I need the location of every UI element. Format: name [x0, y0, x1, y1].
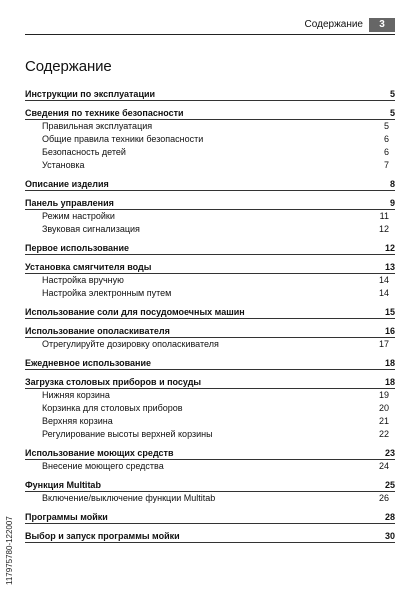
toc-section-row[interactable]: [25, 88, 395, 101]
toc-subsection-row[interactable]: [25, 159, 395, 172]
toc-section-row[interactable]: [25, 511, 395, 524]
document-code: 117975780-122007: [5, 516, 14, 585]
toc-entry-page: 18: [384, 377, 395, 387]
toc-entry-page: 19: [378, 390, 389, 400]
toc-entry-page: 30: [384, 531, 395, 541]
toc-entry-label: Настройка вручную: [42, 275, 124, 285]
toc-subsection-row[interactable]: [25, 133, 395, 146]
toc-entry-page: 13: [384, 262, 395, 272]
toc-subsection-row[interactable]: [25, 460, 395, 473]
toc-entry-page: 5: [389, 89, 395, 99]
toc-subsection-row[interactable]: [25, 415, 395, 428]
toc-entry-page: 15: [384, 307, 395, 317]
toc-entry-label: Первое использование: [25, 243, 130, 253]
toc-subsection-row[interactable]: [25, 402, 395, 415]
table-of-contents: [25, 88, 395, 543]
toc-entry-label: Безопасность детей: [42, 147, 126, 157]
toc-entry-label: Правильная эксплуатация: [42, 121, 153, 131]
toc-entry-page: 9: [389, 198, 395, 208]
toc-entry-label: Включение/выключение функции Multitab: [42, 493, 216, 503]
toc-subsection-row[interactable]: [25, 210, 395, 223]
toc-entry-page: 20: [378, 403, 389, 413]
toc-entry-page: 18: [384, 358, 395, 368]
toc-section-row[interactable]: [25, 325, 395, 338]
toc-section-row[interactable]: [25, 376, 395, 389]
toc-entry-label: Установка смягчителя воды: [25, 262, 152, 272]
toc-entry-label: Программы мойки: [25, 512, 108, 522]
toc-entry-label: Нижняя корзина: [42, 390, 110, 400]
toc-entry-label: Панель управления: [25, 198, 114, 208]
toc-section-row[interactable]: [25, 306, 395, 319]
toc-entry-page: 28: [384, 512, 395, 522]
toc-section-row[interactable]: [25, 197, 395, 210]
toc-section-row[interactable]: [25, 242, 395, 255]
toc-subsection-row[interactable]: [25, 338, 395, 351]
toc-section-row[interactable]: [25, 178, 395, 191]
toc-subsection-row[interactable]: [25, 389, 395, 402]
toc-entry-page: 26: [378, 493, 389, 503]
toc-entry-page: 11: [379, 211, 389, 221]
toc-entry-label: Внесение моющего средства: [42, 461, 164, 471]
toc-subsection-row[interactable]: [25, 274, 395, 287]
toc-section-row[interactable]: [25, 107, 395, 120]
toc-entry-page: 17: [378, 339, 389, 349]
toc-entry-label: Звуковая сигнализация: [42, 224, 140, 234]
toc-entry-label: Выбор и запуск программы мойки: [25, 531, 180, 541]
toc-section-row[interactable]: [25, 447, 395, 460]
toc-entry-page: 25: [384, 480, 395, 490]
toc-section-row[interactable]: [25, 530, 395, 543]
toc-entry-page: 5: [389, 108, 395, 118]
toc-entry-label: Режим настройки: [42, 211, 115, 221]
toc-subsection-row[interactable]: [25, 287, 395, 300]
toc-entry-label: Функция Multitab: [25, 480, 101, 490]
toc-subsection-row[interactable]: [25, 428, 395, 441]
toc-entry-page: 12: [384, 243, 395, 253]
toc-entry-label: Загрузка столовых приборов и посуды: [25, 377, 202, 387]
toc-subsection-row[interactable]: [25, 223, 395, 236]
toc-entry-page: 14: [378, 275, 389, 285]
toc-entry-page: 24: [378, 461, 389, 471]
toc-section-row[interactable]: [25, 357, 395, 370]
toc-entry-label: Ежедневное использование: [25, 358, 152, 368]
page-header: [25, 18, 395, 34]
header-title: Содержание: [304, 19, 363, 30]
toc-entry-label: Описание изделия: [25, 179, 109, 189]
toc-entry-page: 12: [378, 224, 389, 234]
toc-entry-page: 5: [383, 121, 389, 131]
toc-entry-label: Использование соли для посудомоечных машин: [25, 307, 245, 317]
toc-entry-label: Отрегулируйте дозировку ополаскивателя: [42, 339, 219, 349]
toc-subsection-row[interactable]: [25, 120, 395, 133]
toc-entry-label: Настройка электронным путем: [42, 288, 172, 298]
toc-entry-page: 22: [378, 429, 389, 439]
toc-entry-page: 7: [383, 160, 389, 170]
page-title: Содержание: [25, 58, 112, 75]
toc-entry-label: Инструкции по эксплуатации: [25, 89, 156, 99]
toc-section-row[interactable]: [25, 261, 395, 274]
toc-entry-page: 6: [383, 147, 389, 157]
toc-entry-page: 21: [378, 416, 389, 426]
toc-entry-label: Использование ополаскивателя: [25, 326, 170, 336]
toc-entry-label: Использование моющих средств: [25, 448, 174, 458]
toc-entry-label: Сведения по технике безопасности: [25, 108, 184, 118]
toc-entry-label: Общие правила техники безопасности: [42, 134, 204, 144]
toc-entry-page: 23: [384, 448, 395, 458]
toc-entry-label: Верхняя корзина: [42, 416, 113, 426]
page-number-badge: 3: [369, 18, 395, 32]
toc-entry-page: 14: [378, 288, 389, 298]
toc-entry-label: Корзинка для столовых приборов: [42, 403, 183, 413]
toc-entry-page: 6: [383, 134, 389, 144]
toc-entry-label: Установка: [42, 160, 85, 170]
toc-section-row[interactable]: [25, 479, 395, 492]
toc-entry-label: Регулирование высоты верхней корзины: [42, 429, 213, 439]
header-rule: [25, 34, 395, 35]
toc-subsection-row[interactable]: [25, 492, 395, 505]
toc-entry-page: 8: [389, 179, 395, 189]
toc-subsection-row[interactable]: [25, 146, 395, 159]
toc-entry-page: 16: [384, 326, 395, 336]
